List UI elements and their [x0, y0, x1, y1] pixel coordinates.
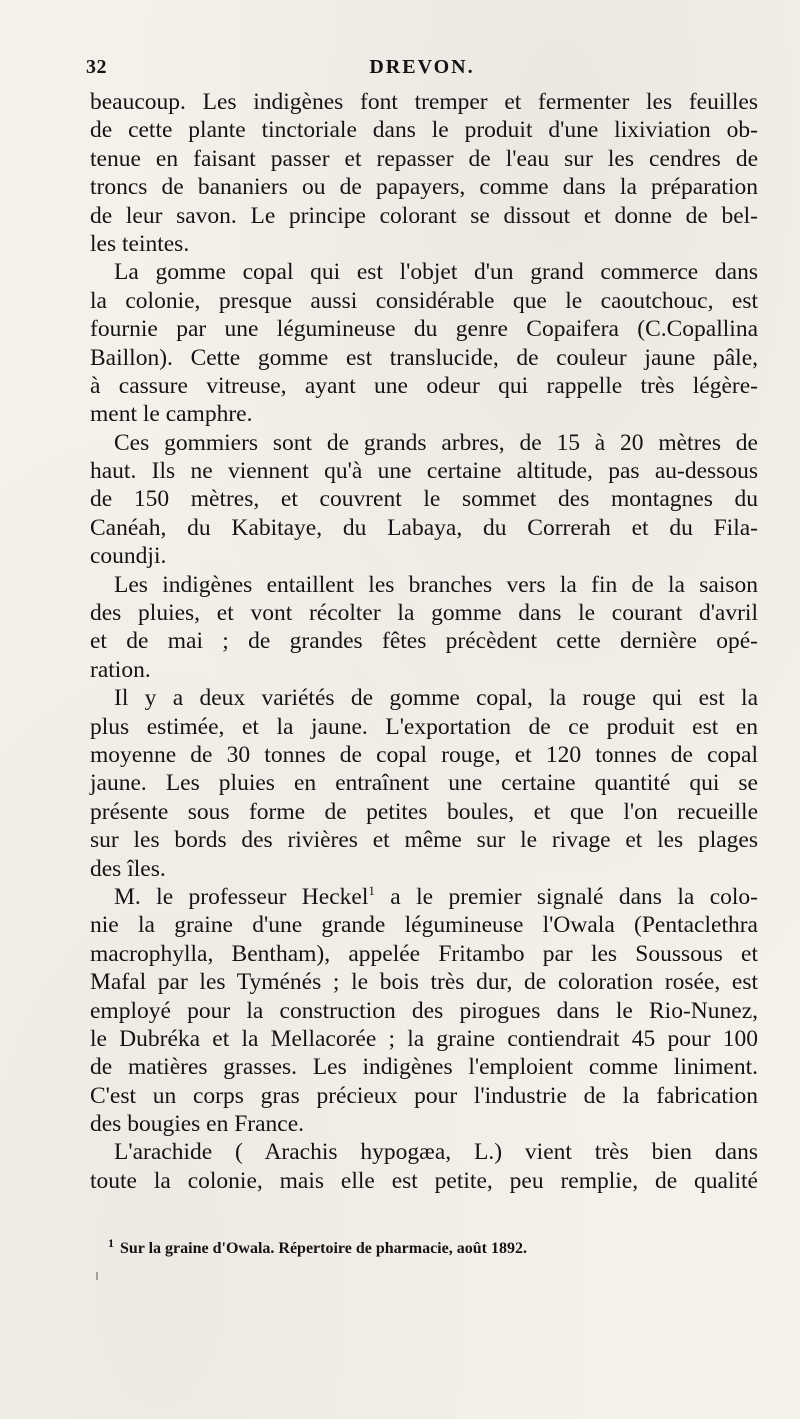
text-line: jaune. Les pluies en entraînent une certaine quantité qui se	[90, 770, 758, 797]
text-line: les teintes.	[90, 230, 190, 257]
page-number: 32	[86, 56, 107, 78]
text-line: macrophylla, Bentham), appelée Fritambo par les Soussous et	[90, 940, 758, 967]
footnote-reference: 1	[368, 883, 375, 899]
text-line: C'est un corps gras précieux pour l'industrie de la fabrication	[90, 1082, 758, 1109]
page-header	[86, 56, 758, 86]
text-line: Il y a deux variétés de gomme copal, la rouge qui est la	[114, 685, 758, 712]
text-line: à cassure vitreuse, ayant une odeur qui rappelle très légère-	[90, 372, 758, 399]
text-line-with-note	[90, 883, 758, 911]
text-line: L'arachide ( Arachis hypogæa, L.) vient très bien dans	[114, 1139, 758, 1166]
text-fragment: M. le professeur Heckel	[114, 883, 369, 910]
text-line: de cette plante tinctoriale dans le produit d'une lixiviation ob-	[90, 117, 758, 144]
text-line: présente sous forme de petites boules, et que l'on recueille	[90, 798, 758, 825]
text-line: troncs de bananiers ou de papayers, comme dans la préparation	[90, 174, 758, 201]
text-line: ration.	[90, 656, 151, 683]
text-line: ment le camphre.	[90, 401, 253, 428]
text-line: Canéah, du Kabitaye, du Labaya, du Correrah et du Fila-	[90, 514, 758, 541]
text-line: sur les bords des rivières et même sur le rivage et les plages	[90, 827, 758, 854]
text-line: des pluies, et vont récolter la gomme dans le courant d'avril	[90, 600, 758, 627]
text-line: coundji.	[90, 543, 167, 570]
footnote-mark: 1	[108, 1235, 114, 1250]
text-line: moyenne de 30 tonnes de copal rouge, et 120 tonnes de copal	[90, 741, 758, 768]
text-line: et de mai ; de grandes fêtes précèdent cette dernière opé-	[90, 628, 758, 655]
text-line: de leur savon. Le principe colorant se dissout et donne de bel-	[90, 202, 758, 229]
footnote	[108, 1235, 758, 1260]
text-line: des bougies en France.	[90, 1111, 305, 1138]
text-line: des îles.	[90, 855, 166, 882]
text-line: Baillon). Cette gomme est translucide, de couleur jaune pâle,	[90, 344, 758, 371]
text-line: tenue en faisant passer et repasser de l'eau sur les cendres de	[90, 145, 758, 172]
text-line: Les indigènes entaillent les branches vers la fin de la saison	[114, 571, 758, 598]
text-line: fournie par une légumineuse du genre Copaifera (C.Copallina	[90, 316, 758, 343]
body-text	[90, 88, 758, 1195]
text-line: de 150 mètres, et couvrent le sommet des montagnes du	[90, 486, 758, 513]
text-fragment: a le premier signalé dans la colo-	[374, 883, 758, 910]
text-line: haut. Ils ne viennent qu'à une certaine altitude, pas au-dessous	[90, 458, 758, 485]
footnote-text: Sur la graine d'Owala. Répertoire de pharmacie, août 1892.	[120, 1240, 527, 1257]
text-line: Mafal par les Tyménés ; le bois très dur, de coloration rosée, est	[90, 969, 758, 996]
text-line: beaucoup. Les indigènes font tremper et fermenter les feuilles	[90, 89, 758, 115]
text-line: la colonie, presque aussi considérable que le caoutchouc, est	[90, 287, 758, 314]
text-line: Ces gommiers sont de grands arbres, de 15 à 20 mètres de	[114, 429, 758, 456]
print-speck	[96, 1272, 98, 1280]
running-head: DREVON.	[369, 56, 475, 78]
text-line: de matières grasses. Les indigènes l'emploient comme liniment.	[90, 1054, 758, 1081]
text-line: le Dubréka et la Mellacorée ; la graine contiendrait 45 pour 100	[90, 1025, 758, 1052]
text-line: La gomme copal qui est l'objet d'un grand commerce dans	[114, 259, 758, 286]
text-line: plus estimée, et la jaune. L'exportation de ce produit est en	[90, 713, 758, 740]
text-line: employé pour la construction des pirogues dans le Rio-Nunez,	[90, 997, 758, 1024]
text-line: nie la graine d'une grande légumineuse l'Owala (Pentaclethra	[90, 912, 758, 939]
text-line: toute la colonie, mais elle est petite, peu remplie, de qualité	[90, 1167, 758, 1194]
